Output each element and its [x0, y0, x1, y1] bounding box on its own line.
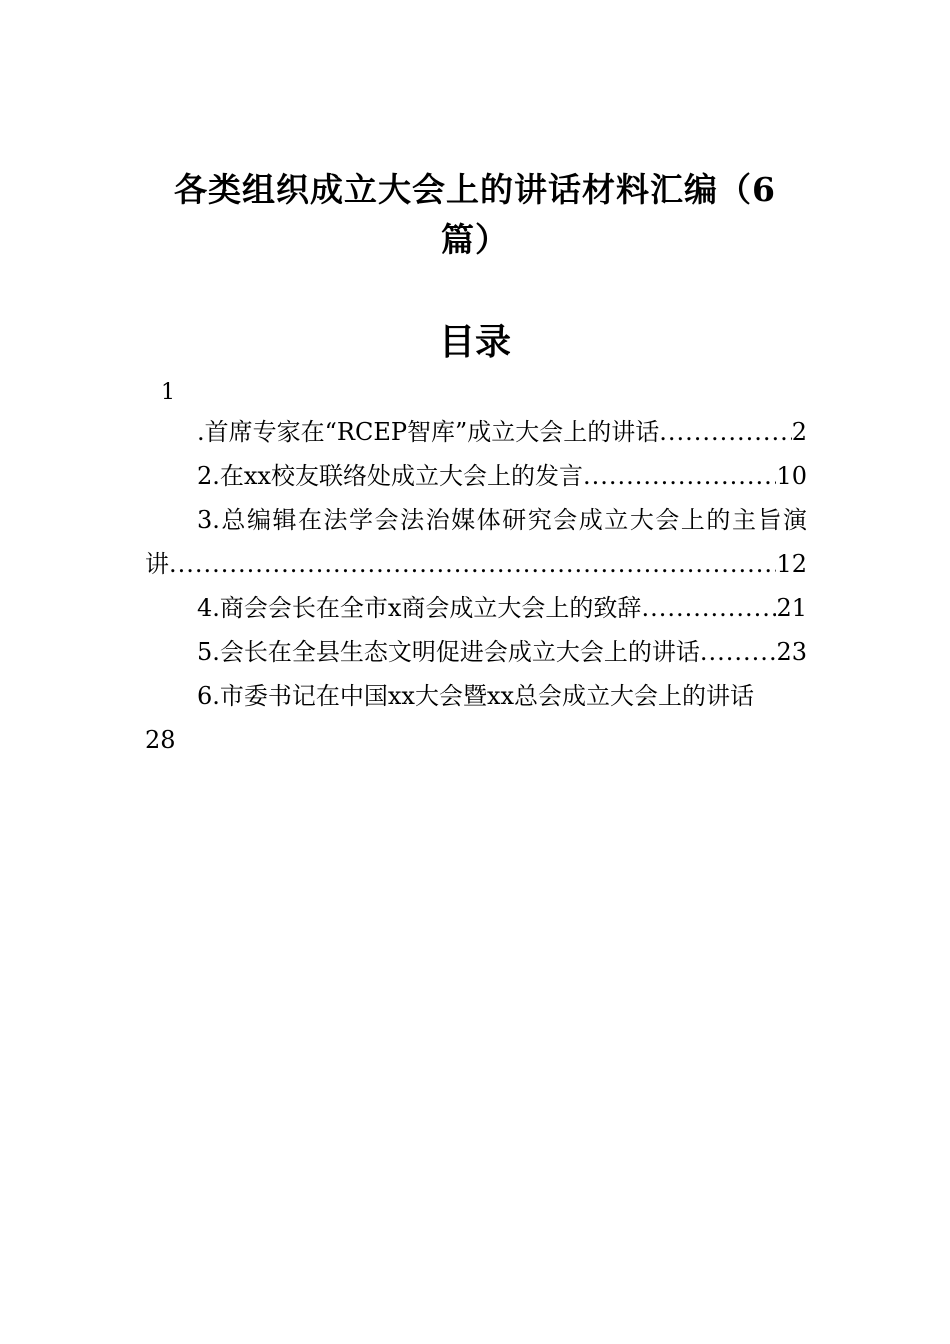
- toc-entry-text: 2.在xx校友联络处成立大会上的发言: [197, 462, 583, 490]
- toc-entry-text-line1: 3.总编辑在法学会法治媒体研究会成立大会上的主旨演: [197, 506, 807, 534]
- toc-entry-3[interactable]: [145, 498, 807, 586]
- toc-entry-text-line2: 讲: [145, 550, 169, 578]
- toc-entry-6[interactable]: [145, 674, 807, 762]
- toc-entry-text: .首席专家在“RCEP智库”成立大会上的讲话: [197, 418, 660, 446]
- toc-page-number: 12: [776, 550, 807, 578]
- toc-entry-2[interactable]: [145, 454, 807, 498]
- toc-page-number: 10: [776, 462, 807, 490]
- toc-leader-dots: [583, 454, 776, 498]
- toc-entry-4[interactable]: [145, 586, 807, 630]
- document-title-line1: 各类组织成立大会上的讲话材料汇编（6: [174, 170, 776, 209]
- document-title: [150, 165, 800, 265]
- toc-page-number: 2: [791, 418, 807, 446]
- toc-entry-5[interactable]: [145, 630, 807, 674]
- toc-page-number: 23: [776, 638, 807, 666]
- toc-leader-dots: [169, 542, 776, 586]
- toc-entry-text: 4.商会会长在全市x商会成立大会上的致辞: [197, 594, 642, 622]
- toc-entry-text: 5.会长在全县生态文明促进会成立大会上的讲话: [197, 638, 700, 666]
- toc-leader-dots: [641, 586, 776, 630]
- document-title-line2: 篇）: [441, 220, 509, 259]
- toc-entry-text: 6.市委书记在中国xx大会暨xx总会成立大会上的讲话: [197, 682, 755, 710]
- toc-heading: 目录: [438, 321, 511, 363]
- toc-page-number: 21: [776, 594, 807, 622]
- toc-prefix-number: 1: [161, 380, 175, 405]
- toc-entry-1[interactable]: [145, 410, 807, 454]
- toc-leader-dots: [700, 630, 777, 674]
- toc-leader-dots: [659, 410, 791, 454]
- table-of-contents: [145, 376, 807, 762]
- toc-page-number: 28: [145, 726, 176, 754]
